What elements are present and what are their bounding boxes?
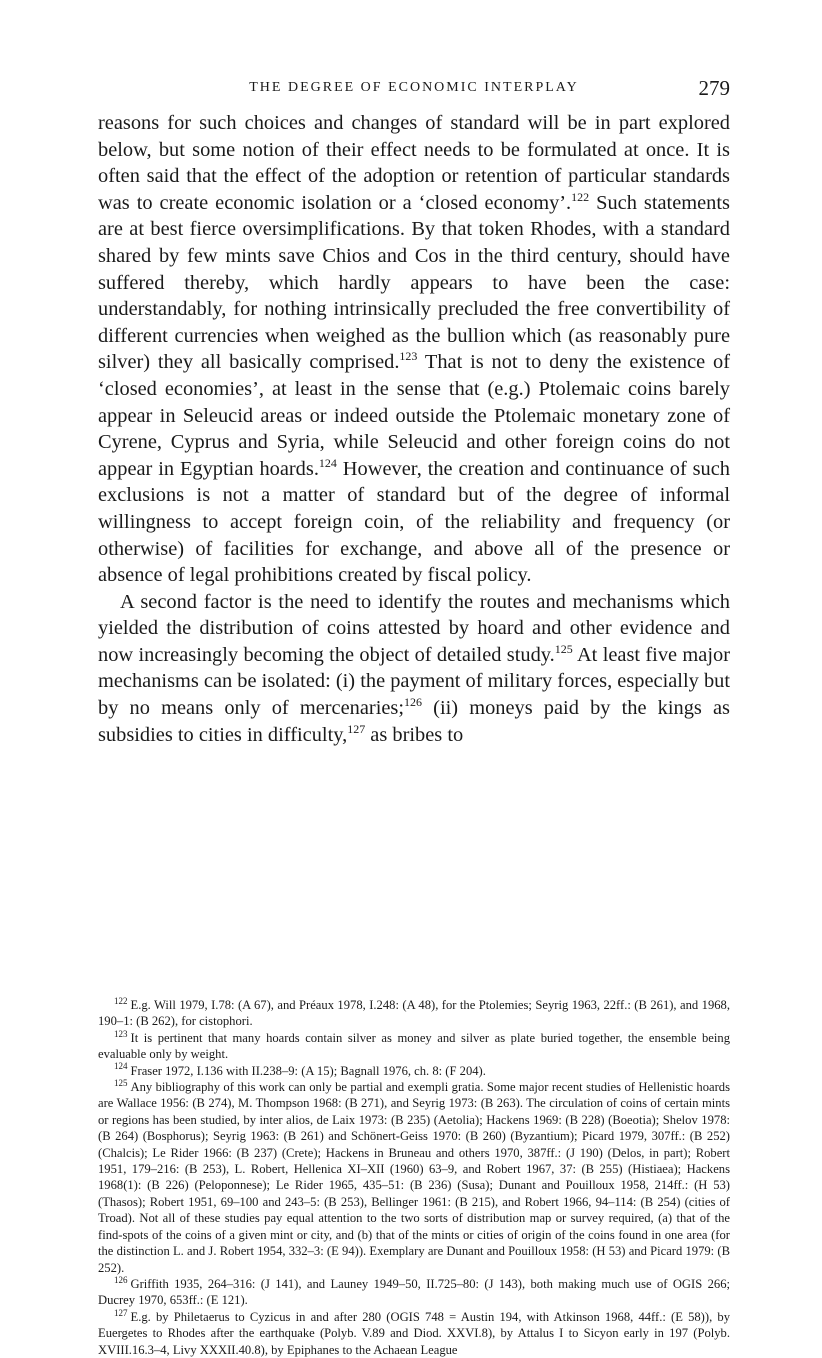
footnote-reference: 125 xyxy=(554,642,573,657)
page-header xyxy=(98,76,730,100)
text-run: A second factor is the need to identify the routes and mechanisms which yielded the distribution of coins attested by hoard and other evidence and now increasingly becoming the object of detailed study. xyxy=(98,590,730,666)
footnote xyxy=(98,1079,730,1276)
text-run: That is not to deny the existence of ‘closed economies’, at least in the sense that (e.g.) Ptolemaic coins barely appear in Seleucid areas or indeed outside the Ptolemaic monetary zone of Cyrene, Cyprus and Syria, while Seleucid and other foreign coins do not appear in Egyptian hoards. xyxy=(98,351,730,480)
text-run: Such statements are at best fierce oversimplifications. By that token Rhodes, with a standard shared by few mints save Chios and Cos in the third century, should have suffered thereby, which hardly appears to have been the case: understandably, for nothing intrinsically precluded the free convertibility of different currencies when weighed as the bullion which (as reasonably pure silver) they all basically comprised. xyxy=(98,191,730,374)
text-run: At least five major mechanisms can be isolated: (i) the payment of military forces, especially but by no means only of mercenaries; xyxy=(98,643,730,720)
paragraph xyxy=(98,589,730,749)
footnote-reference: 122 xyxy=(571,189,590,204)
footnote xyxy=(98,1063,730,1079)
footnote-text: Fraser 1972, I.136 with II.238–9: (A 15); Bagnall 1976, ch. 8: (F 204). xyxy=(130,1063,486,1078)
running-head: THE DEGREE OF ECONOMIC INTERPLAY xyxy=(249,80,579,95)
footnote-text: Griffith 1935, 264–316: (J 141), and Launey 1949–50, II.725–80: (J 143), both making much use of OGIS 266; Ducrey 1970, 653ff.: (E 121). xyxy=(98,1276,730,1308)
footnote-number: 123 xyxy=(114,1028,128,1039)
main-text xyxy=(98,110,730,748)
paragraph xyxy=(98,110,730,589)
text-run: as bribes to xyxy=(365,723,464,746)
footnote-number: 126 xyxy=(114,1274,128,1285)
footnote-text: E.g. Will 1979, I.78: (A 67), and Préaux 1978, I.248: (A 48), for the Ptolemies; Seyrig 1963, 22ff.: (B 261), and 1968, 190–1: (B 262), for cistophori. xyxy=(98,998,730,1029)
footnote-reference: 127 xyxy=(347,721,366,736)
footnote-reference: 124 xyxy=(318,455,337,470)
footnote-text: E.g. by Philetaerus to Cyzicus in and after 280 (OGIS 748 = Austin 194, with Atkinson 1968, 44ff.: (E 58)), by Euergetes to Rhodes after the earthquake (Polyb. V.89 and Diod. XXVI.8), by Attalus I to Sicyon early in 197 (Polyb. XVIII.16.3–4, Livy XXXII.40.8), by Epiphanes to the Achaean League xyxy=(98,1309,730,1357)
footnote-text: It is pertinent that many hoards contain silver as money and silver as plate buried together, the ensemble being evaluable only by weight. xyxy=(98,1030,730,1062)
text-run: However, the creation and continuance of such exclusions is not a matter of standard but of the degree of informal willingness to accept foreign coin, of the reliability and frequency (or otherwise) of facilities for exchange, and above all of the presence or absence of legal prohibitions created by fiscal policy. xyxy=(98,457,730,587)
footnote-reference: 123 xyxy=(399,349,418,364)
footnote xyxy=(98,1309,730,1358)
footnote-number: 124 xyxy=(114,1061,128,1072)
footnote-reference: 126 xyxy=(404,695,423,710)
footnotes xyxy=(98,997,730,1358)
footnote-number: 122 xyxy=(114,995,128,1006)
page-number: 279 xyxy=(698,76,730,100)
footnote-text: Any bibliography of this work can only be partial and exempli gratia. Some major recent studies of Hellenistic hoards are Wallace 1956: (B 274), M. Thompson 1968: (B 271), and Seyrig 1973: (B 263). The circulation of coins of certain mints or regions has been studied, by inter alios, de Laix 1973: (B 235) (Aetolia); Hackens 1969: (B 228) (Boeotia); Shelov 1978: (B 264) (Bosphorus); Seyrig 1963: (B 261) and Schönert-Geiss 1970: (B 260) (Byzantium); Picard 1979, 307ff.: (B 252) (Chalcis); Le Rider 1966: (B 237) (Crete); Hackens in Bruneau and others 1970, 387ff.: (J 190) (Delos, in part); Robert 1951, 179–216: (B 253), L. Robert, Hellenica XI–XII (1960) 63–9, and Robert 1967, 37: (B 255) (Histiaea); Hackens 1968(1): (B 226) (Peloponnese); Le Rider 1965, 435–51: (B 236) (Susa); Dunant and Pouilloux 1958, 214ff.: (H 53) (Thasos); Robert 1951, 69–100 and 243–5: (B 253), Bellinger 1961: (B 215), and Robert 1966, 94–114: (B 254) (cities of Troad). Not all of these studies pay equal attention to the two sorts of distribution map or survey required, (a) that of the find-spots of the coins of a given mint or city, and (b) that of the mints or cities of origin of the coins found in one area (for the distinction L. and J. Robert 1954, 332–3: (E 94)). Exemplary are Dunant and Pouilloux 1958: (H 53) and Picard 1979: (B 252). xyxy=(98,1080,730,1275)
text-run: (ii) moneys paid by the kings as subsidies to cities in difficulty, xyxy=(98,697,730,746)
footnote xyxy=(98,1030,730,1063)
text-run: reasons for such choices and changes of standard will be in part explored below, but some notion of their effect needs to be formulated at once. It is often said that the effect of the adoption or retention of particular standards was to create economic isolation or a ‘closed economy’. xyxy=(98,112,730,214)
footnote xyxy=(98,997,730,1030)
footnote-number: 127 xyxy=(114,1307,128,1318)
footnote-number: 125 xyxy=(114,1077,128,1088)
footnote xyxy=(98,1276,730,1309)
